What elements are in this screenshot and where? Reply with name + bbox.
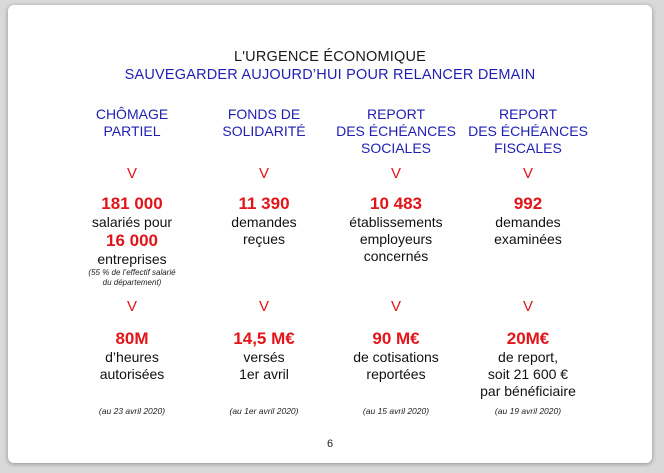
column-heading: FONDS DE SOLIDARITÉ: [222, 106, 306, 139]
chevron-down-icon: V: [522, 298, 533, 315]
stat-value: 10 483: [370, 194, 422, 213]
stat-value: 80M: [115, 329, 149, 348]
stat-text: salariés pour: [91, 214, 173, 230]
slide-page: [8, 5, 652, 463]
stat-date: (au 23 avril 2020): [98, 406, 166, 416]
stat-text: d’heures autorisées: [99, 349, 165, 382]
chevron-down-icon: V: [126, 165, 137, 182]
stat-block-secondary: [326, 329, 466, 383]
stat-date: (au 19 avril 2020): [494, 406, 562, 416]
stat-text: établissements employeurs concernés: [349, 214, 443, 264]
column-heading: REPORT DES ÉCHÉANCES FISCALES: [468, 106, 588, 156]
column-heading: REPORT DES ÉCHÉANCES SOCIALES: [336, 106, 456, 156]
stat-text: versés 1er avril: [239, 349, 289, 382]
column-heading: CHÔMAGE PARTIEL: [95, 106, 169, 139]
chevron-down-icon: V: [522, 165, 533, 182]
chevron-down-icon: V: [258, 298, 269, 315]
page-title: L'URGENCE ÉCONOMIQUE: [233, 49, 427, 65]
stat-footnote: (55 % de l’effectif salarié du département): [88, 268, 176, 287]
column-report-echeances-fiscales: [458, 5, 598, 463]
chevron-down-icon: V: [390, 298, 401, 315]
stat-text-secondary: entreprises: [97, 251, 167, 267]
column-chomage-partiel: [62, 5, 202, 463]
stat-block-primary: [458, 194, 598, 248]
stat-block-secondary: [62, 329, 202, 383]
stat-text: de cotisations reportées: [353, 349, 439, 382]
stat-block-primary: [326, 194, 466, 265]
stat-date: (au 15 avril 2020): [362, 406, 430, 416]
chevron-down-icon: V: [258, 165, 269, 182]
stat-value: 11 390: [238, 194, 290, 213]
column-fonds-de-solidarite: [194, 5, 334, 463]
page-subtitle: SAUVEGARDER AUJOURD’HUI POUR RELANCER DEMAIN: [124, 67, 536, 83]
stat-value: 992: [513, 194, 543, 213]
stat-block-secondary: [458, 329, 598, 400]
page-number: 6: [326, 438, 334, 450]
stat-text: demandes reçues: [231, 214, 297, 247]
stat-block-primary: [62, 194, 202, 288]
chevron-down-icon: V: [126, 298, 137, 315]
stat-text: demandes examinées: [494, 214, 562, 247]
stat-date: (au 1er avril 2020): [229, 406, 299, 416]
chevron-down-icon: V: [390, 165, 401, 182]
stat-value: 90 M€: [372, 329, 420, 348]
stat-block-secondary: [194, 329, 334, 383]
stat-value-secondary: 16 000: [106, 231, 158, 250]
column-report-echeances-sociales: [326, 5, 466, 463]
stat-block-primary: [194, 194, 334, 248]
stat-value: 181 000: [101, 194, 163, 213]
stat-value: 20M€: [506, 329, 550, 348]
stat-value: 14,5 M€: [233, 329, 295, 348]
stat-text: de report, soit 21 600 € par bénéficiaire: [480, 349, 576, 399]
